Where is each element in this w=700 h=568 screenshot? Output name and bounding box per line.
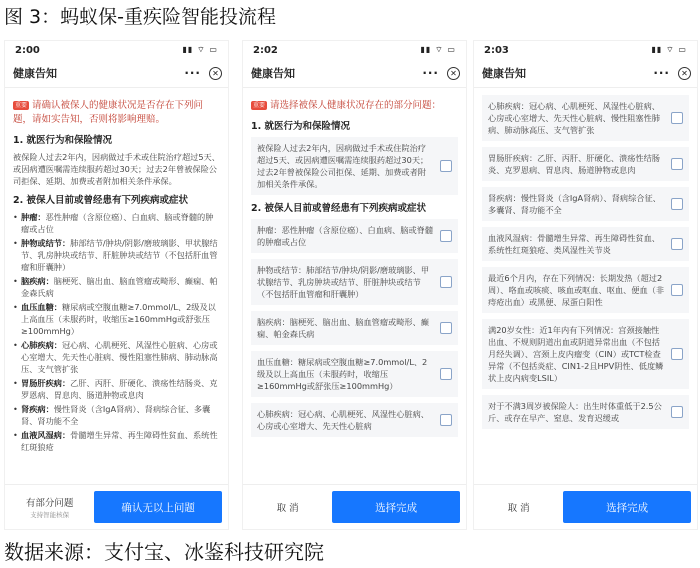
status-time: 2:03	[484, 44, 509, 56]
option-card[interactable]	[251, 403, 458, 437]
option-text: 对于不满3周岁被保险人：出生时体重低于2.5公斤、或存在早产、窒息、发育迟缓或	[488, 401, 662, 423]
option-text: 胃肠肝疾病：乙肝、丙肝、肝硬化、溃疡性结肠炎、克罗恩病、胃息肉、肠道肿物或息肉	[488, 153, 660, 175]
checkbox[interactable]	[671, 348, 683, 360]
health-notice-content	[474, 89, 697, 485]
cancel-button[interactable]: 取 消	[507, 503, 530, 514]
list-item: • 胃肠肝疾病：乙肝、丙肝、肝硬化、溃疡性结肠炎、克罗恩病、胃息肉、肠道肿物或息肉	[13, 377, 220, 401]
bottom-bar	[5, 484, 228, 529]
checkbox[interactable]	[440, 160, 452, 172]
bottom-bar	[243, 484, 466, 529]
list-item: • 肾疾病：慢性肾炎（含IgA肾病）、肾病综合征、多囊肾、肾功能不全	[13, 403, 220, 427]
checkbox[interactable]	[440, 230, 452, 242]
option-card[interactable]	[251, 259, 458, 305]
warning-notice	[251, 99, 458, 113]
selection-done-button[interactable]: 选择完成	[332, 491, 460, 523]
list-item: • 血液风湿病：骨髓增生异常、再生障碍性贫血、系统性红斑狼疮	[13, 429, 220, 453]
option-text: 肿瘤：恶性肿瘤（含原位癌）、白血病、脑或脊髓的肿瘤或占位	[257, 225, 434, 247]
partial-issues-label: 有部分问题	[25, 498, 74, 509]
health-notice-content	[243, 89, 466, 485]
phone-screen-1	[4, 40, 229, 530]
option-card[interactable]	[251, 311, 458, 345]
more-icon[interactable]: ···	[653, 66, 670, 80]
section2-title: 2. 被保人目前或曾经患有下列疾病或症状	[251, 203, 427, 214]
important-badge: 重要	[15, 102, 28, 109]
close-icon[interactable]: ✕	[678, 67, 691, 80]
status-icons: ▮▮ ⌔ ▭	[651, 45, 687, 54]
option-text: 肿物或结节：肺部结节/肿块/阴影/磨玻璃影、甲状腺结节、乳房肿块或结节、肝脏肿块或结节（不包括肝血管瘤和肝囊肿）	[257, 265, 430, 299]
option-text: 满20岁女性：近1年内有下列情况：宫颈接触性出血、不规则阴道出血或阴道异常出血（不包括月经失调）、宫颈上皮内瘤变（CIN）或TCT检查异常（不包括炎症、CIN1-2且HPV阴性、低度鳞状上皮内病变LSIL）	[488, 325, 664, 383]
page-header	[243, 59, 466, 88]
status-time: 2:02	[253, 44, 278, 56]
page-title: 健康告知	[13, 67, 57, 80]
checkbox[interactable]	[671, 112, 683, 124]
bottom-bar	[474, 484, 697, 529]
figure-caption: 图 3：蚂蚁保-重疾险智能投流程	[4, 6, 276, 28]
list-item: • 脑疾病：脑梗死、脑出血、脑血管瘤或畸形、癫痫、帕金森氏病	[13, 275, 220, 299]
checkbox[interactable]	[671, 238, 683, 250]
option-text: 肾疾病：慢性肾炎（含IgA肾病）、肾病综合征、多囊肾、肾功能不全	[488, 193, 661, 215]
list-item: • 肿物或结节：肺部结节/肿块/阴影/磨玻璃影、甲状腺结节、乳房肿块或结节、肝脏肿块或结节（不包括肝血管瘤和肝囊肿）	[13, 237, 220, 273]
partial-issues-button[interactable]	[5, 485, 94, 529]
option-card[interactable]	[482, 147, 689, 181]
more-icon[interactable]: ···	[184, 66, 201, 80]
disease-list	[13, 211, 220, 453]
option-text: 被保险人过去2年内，因病做过手术或住院治疗超过5天、或因病遭医嘱需连续服药超过30天；过去2年曾被保险公司拒保、延期、加费或者附加相关条件承保。	[257, 143, 429, 189]
close-icon[interactable]: ✕	[209, 67, 222, 80]
page-header	[474, 59, 697, 88]
status-icons: ▮▮ ⌔ ▭	[420, 45, 456, 54]
health-notice-content	[5, 89, 228, 485]
important-badge: 重要	[253, 102, 266, 109]
warning-text: 请确认被保人的健康状况是否存在下列问题，请如实告知，否则将影响理赔。	[13, 100, 204, 125]
warning-notice	[13, 99, 220, 127]
phone-screen-3	[473, 40, 698, 530]
option-card[interactable]	[251, 137, 458, 195]
option-card[interactable]	[251, 351, 458, 397]
checkbox[interactable]	[440, 368, 452, 380]
option-text: 最近6个月内，存在下列情况：长期发热（超过2周）、咯血或咳痰、咳血或呕血、呕血、便血（非痔疮出血）或黑便、尿蛋白阳性	[488, 273, 665, 307]
option-card[interactable]	[482, 227, 689, 261]
status-icons: ▮▮ ⌔ ▭	[182, 45, 218, 54]
option-card[interactable]	[251, 219, 458, 253]
option-card[interactable]	[482, 95, 689, 141]
page-title: 健康告知	[251, 67, 295, 80]
checkbox[interactable]	[671, 284, 683, 296]
status-bar	[243, 41, 466, 59]
checkbox[interactable]	[440, 414, 452, 426]
page-header	[5, 59, 228, 88]
cancel-button[interactable]: 取 消	[276, 503, 299, 514]
close-icon[interactable]: ✕	[447, 67, 460, 80]
checkbox[interactable]	[440, 322, 452, 334]
status-bar	[5, 41, 228, 59]
smart-underwriting-label: 支持智能核保	[30, 511, 70, 519]
status-time: 2:00	[15, 44, 40, 56]
section1-title: 1. 就医行为和保险情况	[13, 135, 113, 146]
checkbox[interactable]	[671, 198, 683, 210]
option-text: 血液风湿病：骨髓增生异常、再生障碍性贫血、系统性红斑狼疮、类风湿性关节炎	[488, 233, 660, 255]
confirm-no-issues-button[interactable]: 确认无以上问题	[94, 491, 222, 523]
option-card[interactable]	[482, 395, 689, 429]
checkbox[interactable]	[671, 406, 683, 418]
phone-screen-2	[242, 40, 467, 530]
option-text: 血压血糖：糖尿病或空腹血糖≥7.0mmol/L、2级及以上高血压（未服药时，收缩压≥160mmHg或舒张压≥100mmHg）	[257, 357, 428, 391]
option-card[interactable]	[482, 267, 689, 313]
section1-title: 1. 就医行为和保险情况	[251, 121, 351, 132]
source-caption: 数据来源：支付宝、冰鉴科技研究院	[4, 540, 324, 564]
option-card[interactable]	[482, 187, 689, 221]
page-title: 健康告知	[482, 67, 526, 80]
list-item: • 肿瘤：恶性肿瘤（含原位癌）、白血病、脑或脊髓的肿瘤或占位	[13, 211, 220, 235]
list-item: • 血压血糖：糖尿病或空腹血糖≥7.0mmol/L、2级及以上高血压（未服药时，收缩压≥160mmHg或舒张压≥100mmHg）	[13, 301, 220, 337]
status-bar	[474, 41, 697, 59]
more-icon[interactable]: ···	[422, 66, 439, 80]
option-text: 心肺疾病：冠心病、心肌梗死、风湿性心脏病、心房或心室增大、先天性心脏病、慢性阻塞性肺病、肺动脉高压、支气管扩张	[488, 101, 660, 135]
section1-text: 被保险人过去2年内，因病做过手术或住院治疗超过5天、或因病遭医嘱需连续服药超过30天；过去2年曾被保险公司拒保、延期、加费或者附加相关条件承保。	[13, 152, 220, 186]
section2-title: 2. 被保人目前或曾经患有下列疾病或症状	[13, 195, 189, 206]
selection-done-button[interactable]: 选择完成	[563, 491, 691, 523]
warning-text: 请选择被保人健康状况存在的部分问题：	[270, 100, 442, 111]
list-item: • 心肺疾病：冠心病、心肌梗死、风湿性心脏病、心房或心室增大、先天性心脏病、慢性阻塞性肺病、肺动脉高压、支气管扩张	[13, 339, 220, 375]
option-card[interactable]	[482, 319, 689, 389]
checkbox[interactable]	[440, 276, 452, 288]
option-text: 脑疾病：脑梗死、脑出血、脑血管瘤或畸形、癫痫、帕金森氏病	[257, 317, 429, 339]
option-text: 心肺疾病：冠心病、心肌梗死、风湿性心脏病、心房或心室增大、先天性心脏病	[257, 409, 429, 431]
checkbox[interactable]	[671, 158, 683, 170]
